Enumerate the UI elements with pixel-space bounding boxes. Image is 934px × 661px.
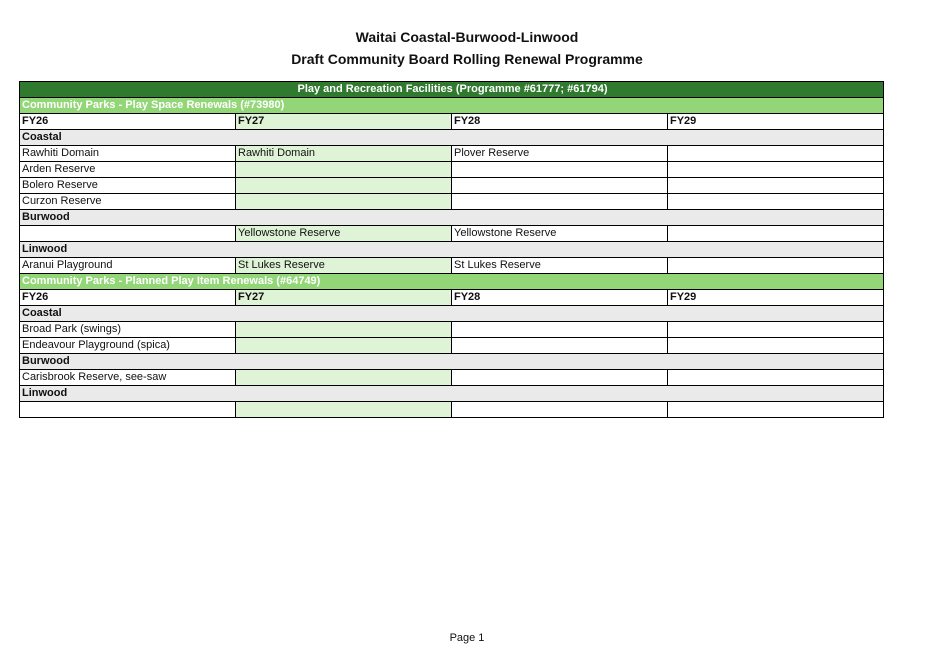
table-cell <box>668 146 884 162</box>
table-row <box>20 402 884 418</box>
table-cell: Endeavour Playground (spica) <box>20 338 236 354</box>
table-cell: Curzon Reserve <box>20 194 236 210</box>
table-cell <box>236 162 452 178</box>
table-cell <box>452 322 668 338</box>
table-cell <box>668 226 884 242</box>
region-row <box>20 130 884 146</box>
table-cell <box>668 258 884 274</box>
table-cell <box>452 194 668 210</box>
table-cell: St Lukes Reserve <box>236 258 452 274</box>
section-header-row <box>20 274 884 290</box>
renewal-programme-table <box>19 81 884 418</box>
table-cell <box>452 370 668 386</box>
table-cell <box>452 162 668 178</box>
region-row <box>20 210 884 226</box>
fy-header-row <box>20 114 884 130</box>
table-cell: Broad Park (swings) <box>20 322 236 338</box>
fy-header-cell: FY27 <box>236 114 452 130</box>
main-header: Play and Recreation Facilities (Programme #61777; #61794) <box>20 82 884 98</box>
fy-header-cell: FY29 <box>668 290 884 306</box>
table-cell <box>20 402 236 418</box>
table-row <box>20 226 884 242</box>
table-cell <box>236 402 452 418</box>
region-row <box>20 242 884 258</box>
fy-header-cell: FY28 <box>452 114 668 130</box>
table-cell <box>668 370 884 386</box>
table-row <box>20 194 884 210</box>
table-cell <box>668 194 884 210</box>
table-cell <box>668 178 884 194</box>
fy-header-cell: FY27 <box>236 290 452 306</box>
table-cell <box>668 338 884 354</box>
table-cell: Rawhiti Domain <box>20 146 236 162</box>
table-cell: Bolero Reserve <box>20 178 236 194</box>
table-cell <box>236 338 452 354</box>
document-title: Waitai Coastal-Burwood-Linwood <box>355 29 579 45</box>
table-cell <box>20 226 236 242</box>
region-label: Coastal <box>20 130 884 146</box>
table-row <box>20 322 884 338</box>
region-row <box>20 306 884 322</box>
table-cell <box>236 370 452 386</box>
table-cell: Aranui Playground <box>20 258 236 274</box>
region-row <box>20 386 884 402</box>
table-cell <box>452 338 668 354</box>
table-row <box>20 338 884 354</box>
table-cell: Rawhiti Domain <box>236 146 452 162</box>
region-label: Linwood <box>20 242 884 258</box>
region-label: Coastal <box>20 306 884 322</box>
main-header-row <box>20 82 884 98</box>
table-cell: St Lukes Reserve <box>452 258 668 274</box>
fy-header-cell: FY26 <box>20 114 236 130</box>
document-subtitle: Draft Community Board Rolling Renewal Programme <box>291 51 643 67</box>
table-cell <box>452 178 668 194</box>
region-label: Burwood <box>20 210 884 226</box>
section-header: Community Parks - Planned Play Item Renewals (#64749) <box>20 274 884 290</box>
table-cell: Yellowstone Reserve <box>236 226 452 242</box>
section-header: Community Parks - Play Space Renewals (#73980) <box>20 98 884 114</box>
table-row <box>20 162 884 178</box>
section-header-row <box>20 98 884 114</box>
fy-header-cell: FY26 <box>20 290 236 306</box>
fy-header-row <box>20 290 884 306</box>
fy-header-cell: FY29 <box>668 114 884 130</box>
table-cell <box>452 402 668 418</box>
table-cell <box>236 194 452 210</box>
table-row <box>20 258 884 274</box>
table-cell: Plover Reserve <box>452 146 668 162</box>
table-cell <box>236 178 452 194</box>
region-label: Linwood <box>20 386 884 402</box>
table-cell: Carisbrook Reserve, see-saw <box>20 370 236 386</box>
table-cell: Yellowstone Reserve <box>452 226 668 242</box>
region-label: Burwood <box>20 354 884 370</box>
region-row <box>20 354 884 370</box>
page-number: Page 1 <box>449 632 485 644</box>
table-cell: Arden Reserve <box>20 162 236 178</box>
table-row <box>20 370 884 386</box>
table-cell <box>668 162 884 178</box>
table-row <box>20 146 884 162</box>
fy-header-cell: FY28 <box>452 290 668 306</box>
table-cell <box>236 322 452 338</box>
table-row <box>20 178 884 194</box>
table-cell <box>668 402 884 418</box>
table-cell <box>668 322 884 338</box>
